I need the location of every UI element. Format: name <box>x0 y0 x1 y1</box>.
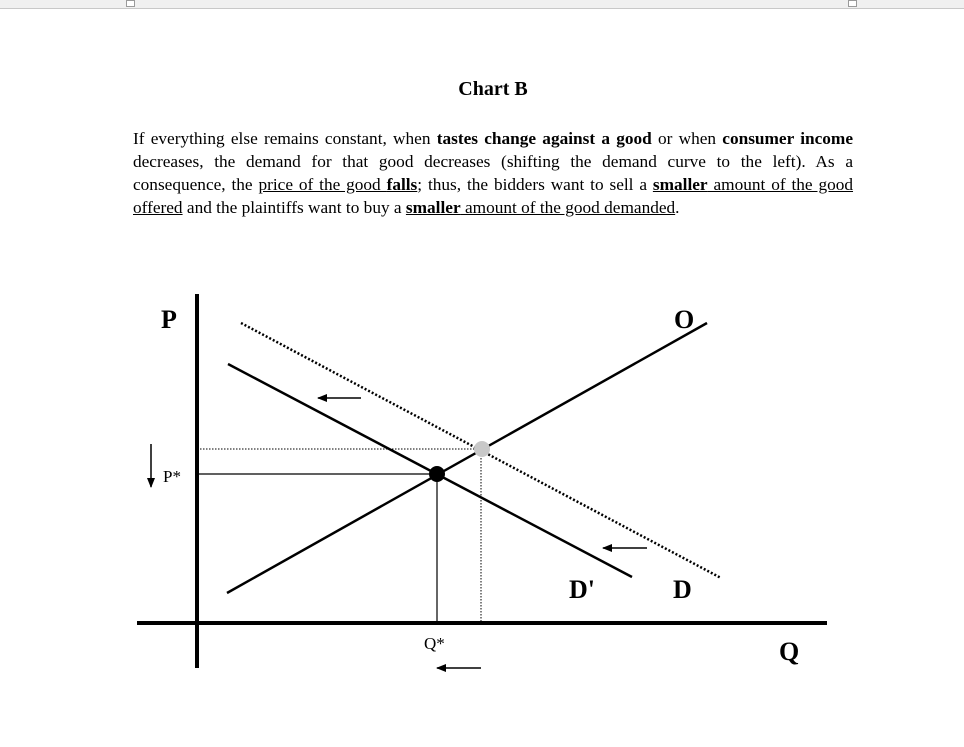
y-axis-label: P <box>161 305 177 334</box>
text-run: . <box>675 198 680 217</box>
text-run-bold-underlined: smaller <box>405 198 461 217</box>
text-run: If everything else remains constant, when <box>133 129 437 148</box>
text-run: decreases, the demand for that good decreases (shifting the demand curve to the left). As a consequence, the <box>133 152 853 194</box>
text-run-bold: consumer income <box>722 129 853 148</box>
text-run-bold: tastes change against a good <box>436 129 652 148</box>
text-run-underlined: amount of the good offered <box>133 175 854 217</box>
quantity-equilibrium-label: Q* <box>424 634 445 653</box>
x-axis-label: Q <box>779 637 800 666</box>
text-run-bold-underlined: smaller <box>652 175 708 194</box>
text-run-underlined: price of the good <box>258 175 387 194</box>
supply-curve-label: O <box>674 305 695 334</box>
price-equilibrium-label: P* <box>163 467 181 486</box>
text-run: ; thus, the bidders want to sell a <box>417 175 653 194</box>
text-run: and the plaintiffs want to buy a <box>182 198 406 217</box>
text-run: or when <box>651 129 723 148</box>
new-demand-curve-label: D' <box>569 575 595 604</box>
original-equilibrium-point <box>474 441 490 457</box>
supply-curve <box>227 323 707 593</box>
new-equilibrium-point <box>429 466 445 482</box>
text-run-bold-underlined: falls <box>386 175 418 194</box>
text-run-underlined: amount of the good demanded <box>460 198 676 217</box>
original-demand-curve-label: D <box>673 575 692 604</box>
page-title: Chart B <box>458 78 528 100</box>
